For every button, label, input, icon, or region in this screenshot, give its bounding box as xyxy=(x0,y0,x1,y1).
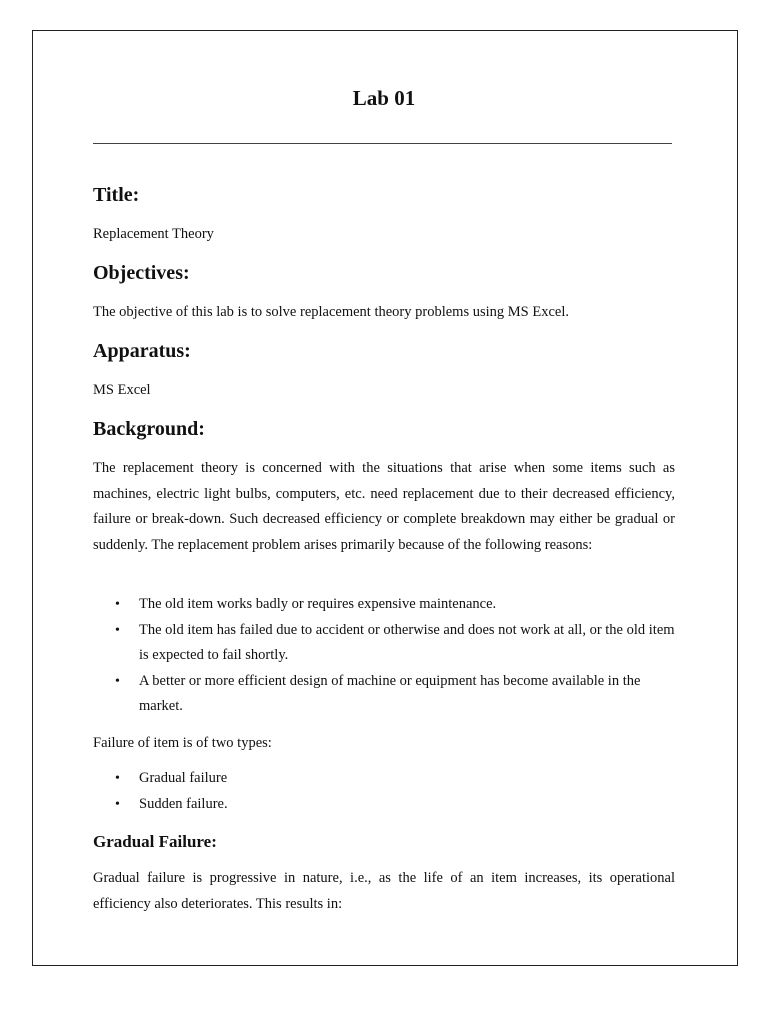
gradual-failure-heading: Gradual Failure: xyxy=(93,832,217,851)
failure-types-list xyxy=(93,766,675,817)
bullet-icon: • xyxy=(115,622,120,638)
title-text: Replacement Theory xyxy=(93,226,214,242)
list-item-text: A better or more efficient design of machine or equipment has become available in the market. xyxy=(139,672,641,714)
failure-types-intro: Failure of item is of two types: xyxy=(93,735,272,751)
background-paragraph: The replacement theory is concerned with the situations that arise when some items such as machines, electric light bulbs, computers, etc. need replacement due to their decreased efficiency, failure or break-down. Such decreased efficiency or complete breakdown may either be gradual or suddenly. The replacement problem arises primarily because of the following reasons: xyxy=(93,460,675,553)
objectives-text: The objective of this lab is to solve replacement theory problems using MS Excel. xyxy=(93,304,569,320)
list-item-text: The old item has failed due to accident or otherwise and does not work at all, or the old item is expected to fail shortly. xyxy=(139,621,675,663)
list-item xyxy=(93,592,675,618)
objectives-heading: Objectives: xyxy=(93,262,190,284)
list-item-text: The old item works badly or requires expensive maintenance. xyxy=(139,596,497,612)
background-heading: Background: xyxy=(93,418,205,440)
title-divider xyxy=(93,143,672,144)
list-item xyxy=(93,618,675,669)
bullet-icon: • xyxy=(115,771,120,786)
page-title: Lab 01 xyxy=(352,86,416,110)
reasons-list xyxy=(93,592,675,720)
bullet-icon: • xyxy=(115,597,120,612)
apparatus-text: MS Excel xyxy=(93,382,151,398)
list-item xyxy=(93,792,675,818)
list-item xyxy=(93,669,675,720)
list-item xyxy=(93,766,675,792)
bullet-icon: • xyxy=(115,673,120,689)
list-item-text: Sudden failure. xyxy=(139,795,228,812)
bullet-icon: • xyxy=(115,796,120,812)
list-item-text: Gradual failure xyxy=(139,770,228,786)
gradual-failure-paragraph: Gradual failure is progressive in nature, i.e., as the life of an item increases, its operational efficiency also deteriorates. This results in: xyxy=(93,870,675,912)
title-heading: Title: xyxy=(93,184,140,206)
apparatus-heading: Apparatus: xyxy=(93,340,191,362)
